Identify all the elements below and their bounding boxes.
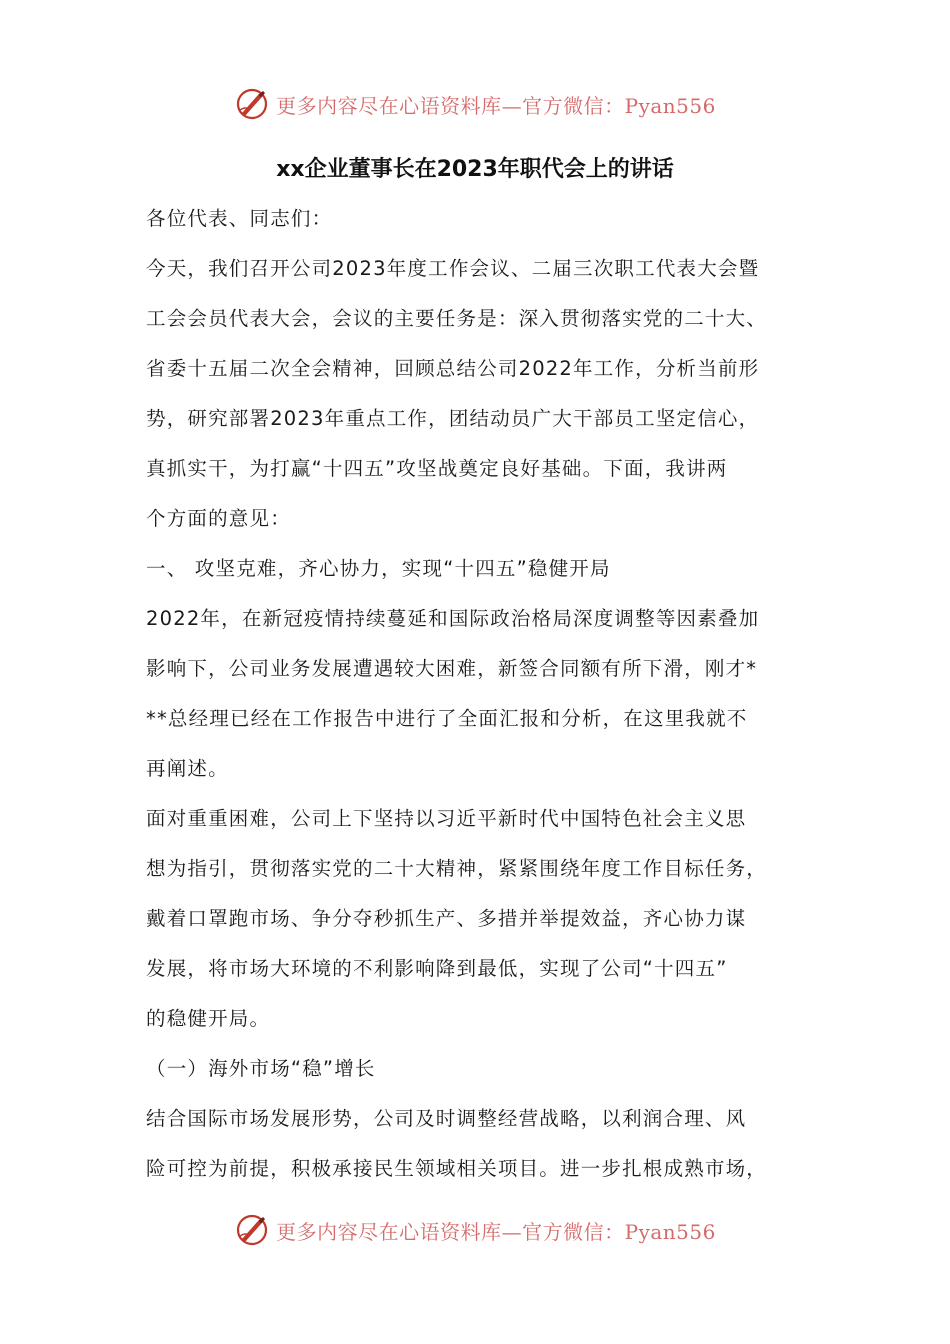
text-line: 个方面的意见： — [146, 507, 291, 530]
watermark-text: 更多内容尽在心语资料库—官方微信：Pyan556 — [276, 1219, 716, 1244]
subsection-heading: （一）海外市场“稳”增长 — [146, 1057, 376, 1080]
pen-logo-icon — [234, 86, 270, 122]
header-watermark — [0, 82, 950, 126]
watermark-text: 更多内容尽在心语资料库—官方微信：Pyan556 — [276, 93, 716, 118]
document-body — [146, 199, 816, 1199]
pen-logo-icon — [234, 1212, 270, 1248]
text-line: 发展，将市场大环境的不利影响降到最低，实现了公司“十四五” — [146, 957, 728, 980]
text-line: 工会会员代表大会，会议的主要任务是：深入贯彻落实党的二十大、 — [146, 307, 768, 330]
text-line: 2022年，在新冠疫情持续蔓延和国际政治格局深度调整等因素叠加 — [146, 607, 760, 630]
section-heading: 一、 攻坚克难，齐心协力，实现“十四五”稳健开局 — [146, 557, 611, 580]
document-title: xx企业董事长在2023年职代会上的讲话 — [276, 157, 674, 182]
text-line: **总经理已经在工作报告中进行了全面汇报和分析，在这里我就不 — [146, 707, 748, 730]
text-line: 影响下，公司业务发展遭遇较大困难，新签合同额有所下滑，刚才* — [146, 657, 758, 680]
text-line: 各位代表、同志们： — [146, 207, 333, 230]
footer-watermark — [0, 1208, 950, 1252]
text-line: 险可控为前提，积极承接民生领域相关项目。进一步扎根成熟市场， — [146, 1157, 768, 1180]
text-line: 势，研究部署2023年重点工作，团结动员广大干部员工坚定信心， — [146, 407, 760, 430]
text-line: 再阐述。 — [146, 757, 229, 780]
text-line: 今天，我们召开公司2023年度工作会议、二届三次职工代表大会暨 — [146, 257, 760, 280]
text-line: 真抓实干，为打赢“十四五”攻坚战奠定良好基础。下面，我讲两 — [146, 457, 728, 480]
text-line: 结合国际市场发展形势，公司及时调整经营战略，以利润合理、风 — [146, 1107, 747, 1130]
text-line: 戴着口罩跑市场、争分夺秒抓生产、多措并举提效益，齐心协力谋 — [146, 907, 747, 930]
text-line: 的稳健开局。 — [146, 1007, 271, 1030]
text-line: 省委十五届二次全会精神，回顾总结公司2022年工作，分析当前形 — [146, 357, 760, 380]
text-line: 想为指引，贯彻落实党的二十大精神，紧紧围绕年度工作目标任务， — [146, 857, 768, 880]
text-line: 面对重重困难，公司上下坚持以习近平新时代中国特色社会主义思 — [146, 807, 747, 830]
